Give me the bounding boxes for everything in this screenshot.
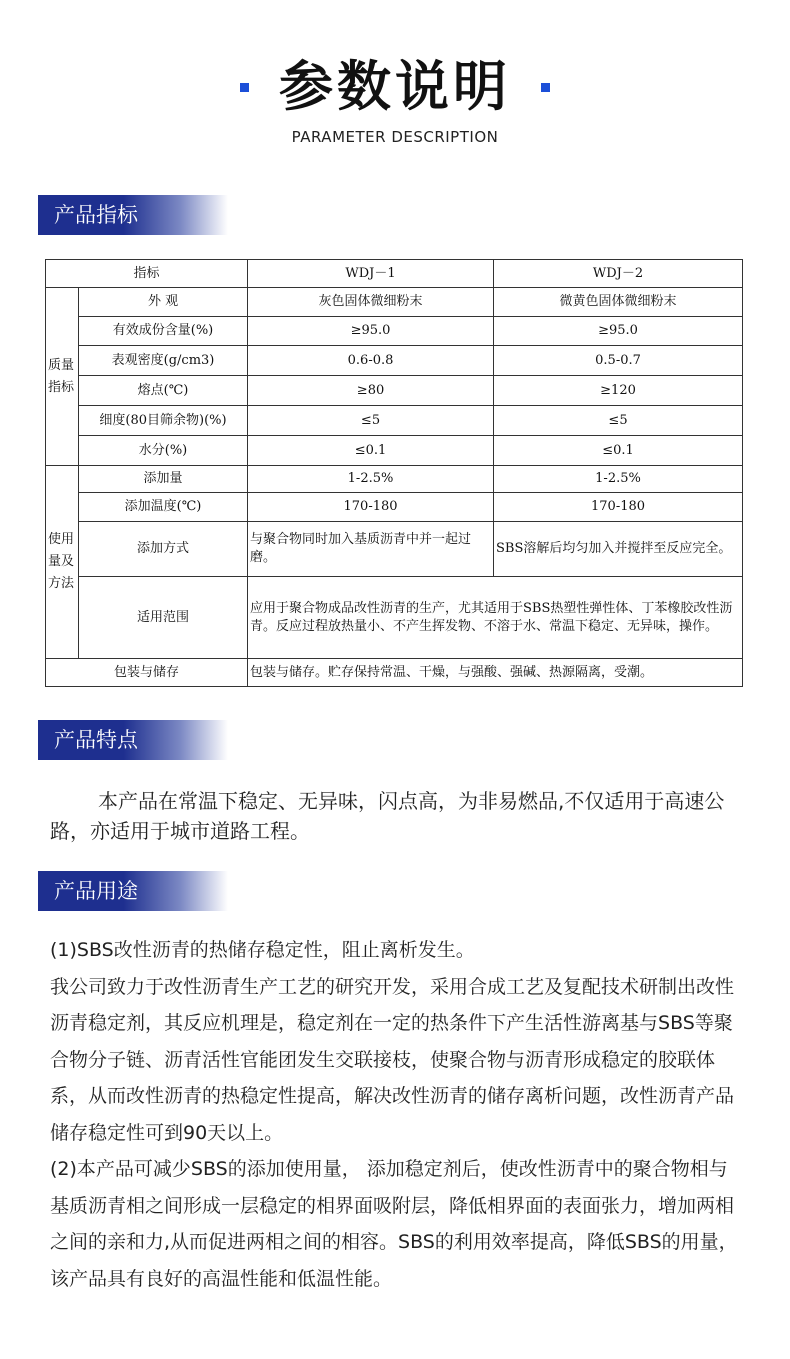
row-item: 表观密度(g/cm3) (79, 346, 248, 376)
table-row (46, 288, 743, 317)
row-item: 外 观 (79, 288, 248, 317)
section-title-usage: 产品用途 (38, 871, 228, 911)
section-title-spec: 产品指标 (38, 195, 228, 235)
row-item: 有效成份含量(%) (79, 317, 248, 346)
row-wdj1: 与聚合物同时加入基质沥青中并一起过磨。 (248, 522, 494, 577)
row-wdj2: ≥95.0 (494, 317, 743, 346)
row-item: 添加量 (79, 466, 248, 493)
page-title: 参数说明 (279, 55, 511, 118)
scope-text: 应用于聚合物成品改性沥青的生产，尤其适用于SBS热塑性弹性体、丁苯橡胶改性沥青。反应过程放热量小、不产生挥发物、不溶于水、常温下稳定、无异味，操作。 (248, 577, 743, 659)
storage-label: 包装与储存 (46, 659, 248, 687)
row-wdj1: ≥95.0 (248, 317, 494, 346)
page-subtitle: PARAMETER DESCRIPTION (291, 128, 499, 146)
scope-label: 适用范围 (79, 577, 248, 659)
row-wdj1: 0.6-0.8 (248, 346, 494, 376)
row-wdj2: SBS溶解后均匀加入并搅拌至反应完全。 (494, 522, 743, 577)
table-row (46, 493, 743, 522)
header-cell-indicator: 指标 (46, 260, 248, 288)
spec-table (45, 259, 743, 687)
page-header (0, 52, 790, 146)
row-wdj2: 1-2.5% (494, 466, 743, 493)
table-row (46, 577, 743, 659)
storage-text: 包装与储存。贮存保持常温、干燥，与强酸、强碱、热源隔离，受潮。 (248, 659, 743, 687)
left-bullet-icon (240, 83, 249, 92)
table-row (46, 406, 743, 436)
table-row (46, 466, 743, 493)
row-wdj1: ≤5 (248, 406, 494, 436)
row-wdj1: 1-2.5% (248, 466, 494, 493)
header-cell-wdj1: WDJ－1 (248, 260, 494, 288)
table-row (46, 376, 743, 406)
row-item: 熔点(℃) (79, 376, 248, 406)
table-row (46, 436, 743, 466)
row-wdj2: ≥120 (494, 376, 743, 406)
features-paragraph: 本产品在常温下稳定、无异味，闪点高，为非易燃品,不仅适用于高速公路，亦适用于城市道路工程。 (50, 789, 725, 843)
row-item: 添加温度(℃) (79, 493, 248, 522)
row-wdj1: ≤0.1 (248, 436, 494, 466)
row-wdj1: 灰色固体微细粉末 (248, 288, 494, 317)
usage-group-label: 使用量及方法 (46, 466, 79, 659)
usage-text (50, 932, 740, 1297)
table-row (46, 522, 743, 577)
row-wdj2: 微黄色固体微细粉末 (494, 288, 743, 317)
row-wdj1: 170-180 (248, 493, 494, 522)
row-wdj2: ≤0.1 (494, 436, 743, 466)
row-item: 水分(%) (79, 436, 248, 466)
quality-group-label: 质量指标 (46, 288, 79, 466)
row-wdj2: 170-180 (494, 493, 743, 522)
section-title-features: 产品特点 (38, 720, 228, 760)
header-cell-wdj2: WDJ－2 (494, 260, 743, 288)
table-row (46, 346, 743, 376)
table-row (46, 317, 743, 346)
usage-paragraph: (1)SBS改性沥青的热储存稳定性，阻止离析发生。 (50, 939, 475, 961)
row-wdj2: ≤5 (494, 406, 743, 436)
row-item: 添加方式 (79, 522, 248, 577)
right-bullet-icon (541, 83, 550, 92)
usage-paragraph: 我公司致力于改性沥青生产工艺的研究开发，采用合成工艺及复配技术研制出改性沥青稳定剂，其反应机理是，稳定剂在一定的热条件下产生活性游离基与SBS等聚合物分子链、沥青活性官能团发生交联接枝，使聚合物与沥青形成稳定的胶联体系，从而改性沥青的热稳定性提高，解决改性沥青的储存离析问题，改性沥青产品储存稳定性可到90天以上。 (50, 975, 735, 1144)
row-item: 细度(80目筛余物)(%) (79, 406, 248, 436)
row-wdj1: ≥80 (248, 376, 494, 406)
row-wdj2: 0.5-0.7 (494, 346, 743, 376)
table-row (46, 659, 743, 687)
usage-paragraph: (2)本产品可减少SBS的添加使用量， 添加稳定剂后，使改性沥青中的聚合物相与基质沥青相之间形成一层稳定的相界面吸附层，降低相界面的表面张力，增加两相之间的亲和力,从而促进两相之间的相容。SBS的利用效率提高，降低SBS的用量，该产品具有良好的高温性能和低温性能。 (50, 1158, 738, 1290)
table-header-row (46, 260, 743, 288)
